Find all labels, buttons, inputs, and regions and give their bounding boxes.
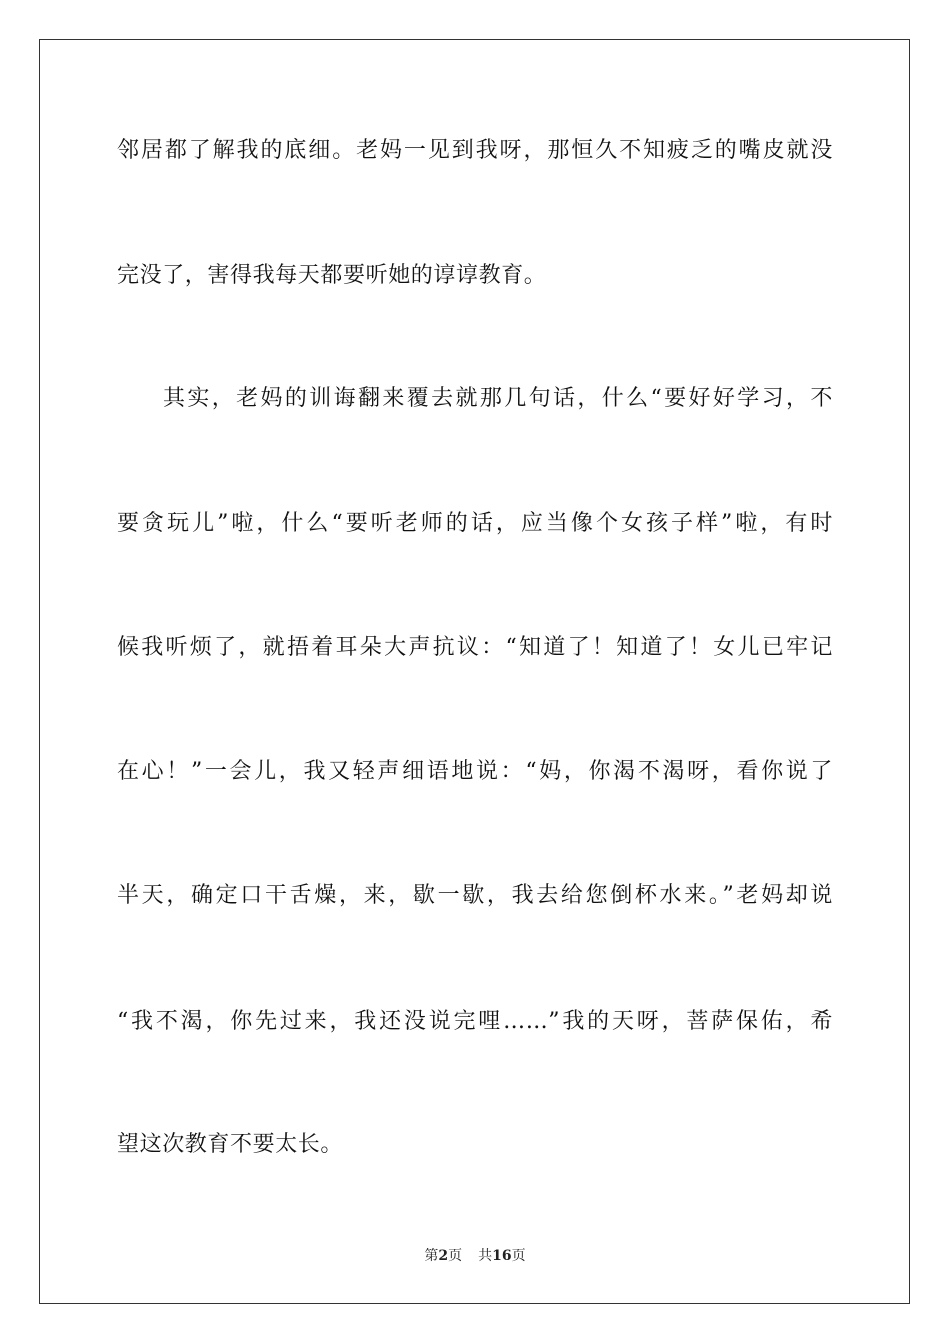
page-number: 2: [438, 1248, 449, 1264]
text-line: 半天，确定口干舌燥，来，歇一歇，我去给您倒杯水来。”老妈却说: [117, 883, 833, 908]
page-prefix: 第: [424, 1248, 439, 1264]
text-line: 望这次教育不要太长。: [117, 1132, 344, 1157]
total-prefix: 共: [478, 1248, 493, 1264]
text-line: 其实，老妈的训诲翻来覆去就那几句话，什么“要好好学习，不: [163, 386, 833, 411]
text-line: 候我听烦了，就捂着耳朵大声抗议：“知道了！知道了！女儿已牢记: [117, 635, 833, 660]
text-line: “我不渴，你先过来，我还没说完哩……”我的天呀，菩萨保佑，希: [117, 1009, 833, 1034]
text-line: 在心！”一会儿，我又轻声细语地说：“妈，你渴不渴呀，看你说了: [117, 759, 833, 784]
page-suffix: 页: [448, 1248, 463, 1264]
text-line: 邻居都了解我的底细。老妈一见到我呀，那恒久不知疲乏的嘴皮就没: [117, 138, 833, 163]
total-pages: 16: [492, 1248, 512, 1264]
page-border: [39, 39, 910, 1304]
page-footer: [0, 1246, 950, 1266]
total-suffix: 页: [511, 1248, 526, 1264]
text-line: 完没了，害得我每天都要听她的谆谆教育。: [117, 263, 547, 288]
text-line: 要贪玩儿”啦，什么“要听老师的话，应当像个女孩子样”啦，有时: [117, 511, 833, 536]
